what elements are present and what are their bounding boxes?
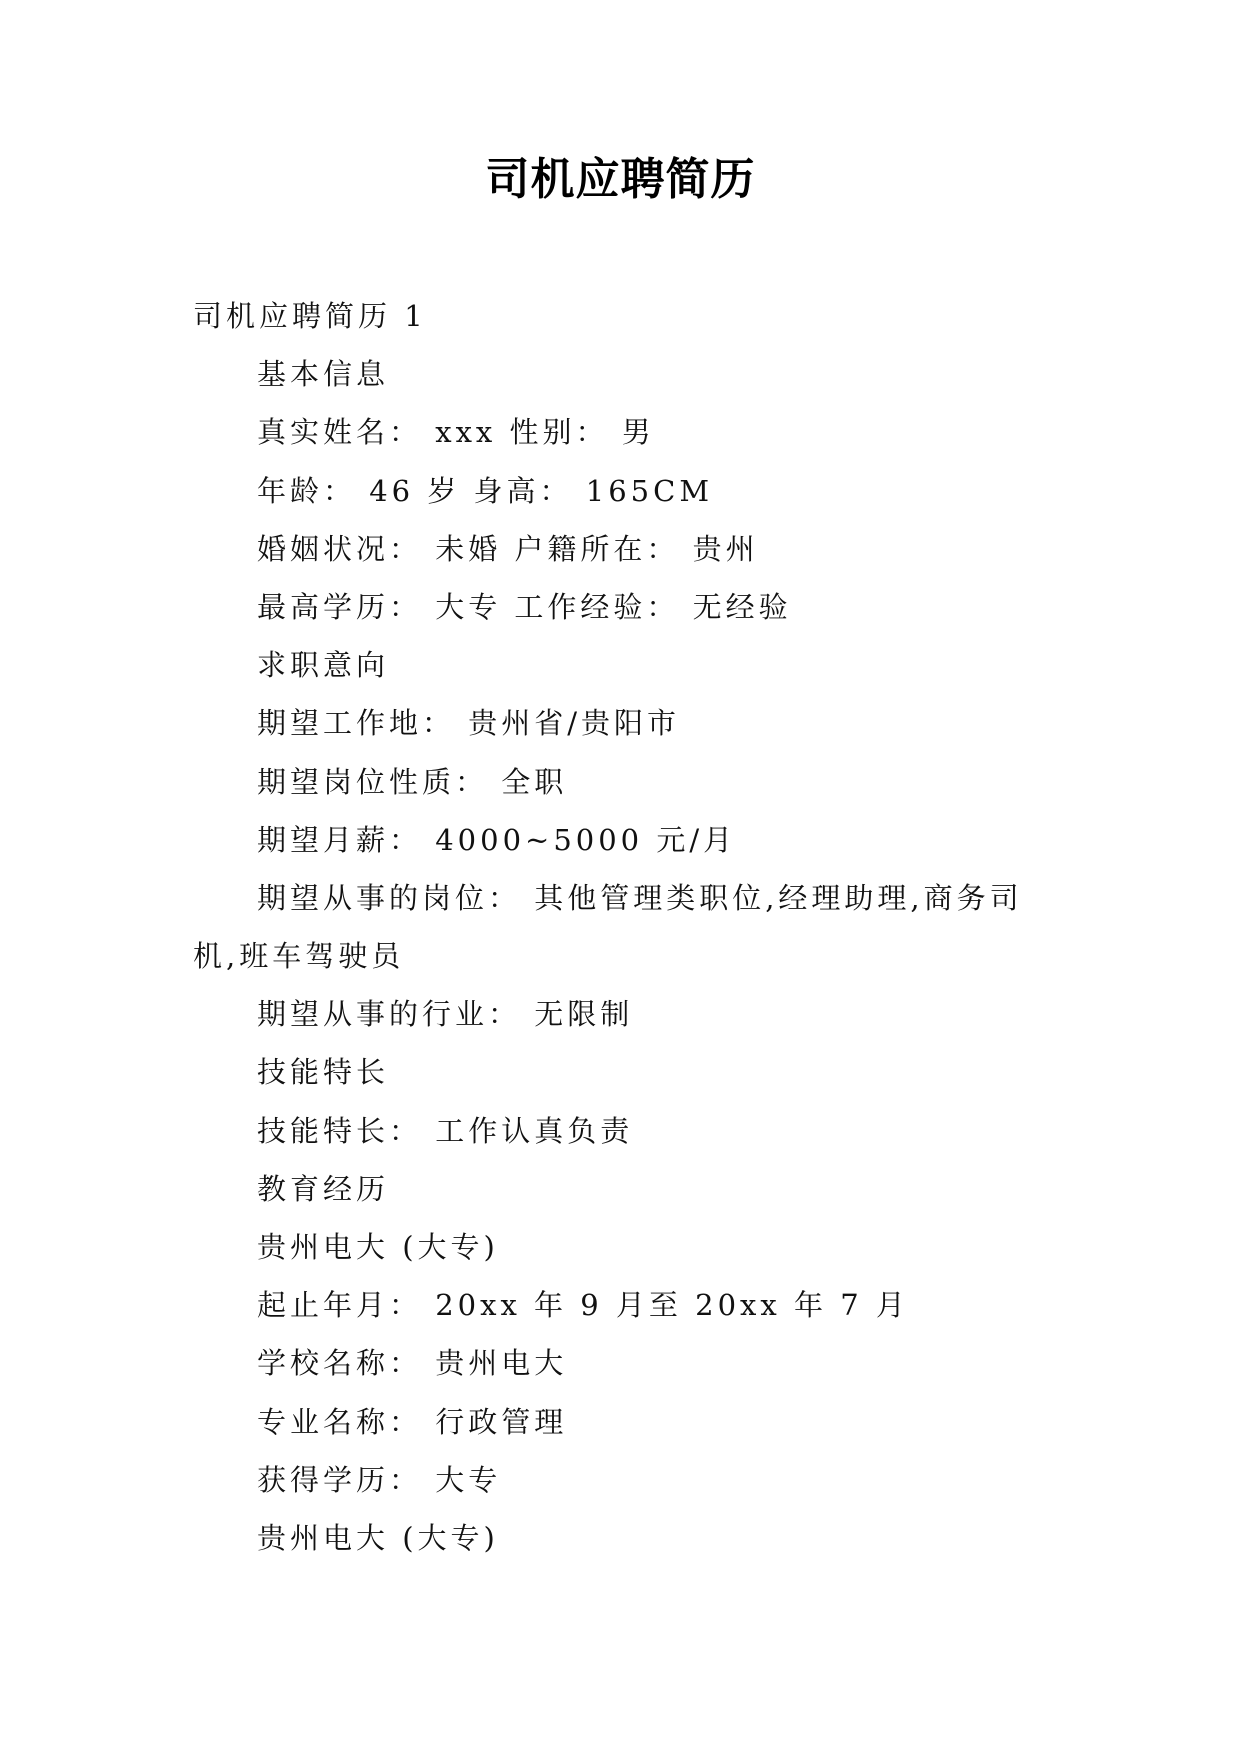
marital-residence-line: 婚姻状况： 未婚 户籍所在： 贵州 [257,531,759,566]
education-entry-title-repeat: 贵州电大 (大专) [257,1520,499,1555]
education-heading: 教育经历 [257,1171,390,1206]
expected-nature-line: 期望岗位性质： 全职 [257,764,568,799]
skills-line: 技能特长： 工作认真负责 [257,1113,634,1148]
expected-industry-line: 期望从事的行业： 无限制 [257,997,634,1032]
basic-info-heading: 基本信息 [257,357,390,392]
expected-position-line: 期望从事的岗位： 其他管理类职位,经理助理,商务司 [257,880,1023,915]
skills-heading: 技能特长 [257,1055,390,1090]
name-gender-line: 真实姓名： xxx 性别： 男 [257,415,655,450]
document-title: 司机应聘简历 [485,154,756,205]
age-height-line: 年龄： 46 岁 身高： 165CM [257,473,714,508]
major-name-line: 专业名称： 行政管理 [257,1404,568,1439]
school-name-line: 学校名称： 贵州电大 [257,1346,568,1381]
education-period-line: 起止年月： 20xx 年 9 月至 20xx 年 7 月 [257,1288,909,1323]
education-entry-title: 贵州电大 (大专) [257,1230,499,1264]
education-experience-line: 最高学历： 大专 工作经验： 无经验 [257,589,792,624]
degree-obtained-line: 获得学历： 大专 [257,1462,502,1497]
job-intention-heading: 求职意向 [257,648,390,683]
resume-subtitle: 司机应聘简历 1 [193,299,427,333]
expected-salary-line: 期望月薪： 4000~5000 元/月 [257,822,737,857]
expected-position-continuation: 机,班车驾驶员 [193,939,405,974]
document-body [193,287,1055,1567]
expected-location-line: 期望工作地： 贵州省/贵阳市 [257,706,680,741]
